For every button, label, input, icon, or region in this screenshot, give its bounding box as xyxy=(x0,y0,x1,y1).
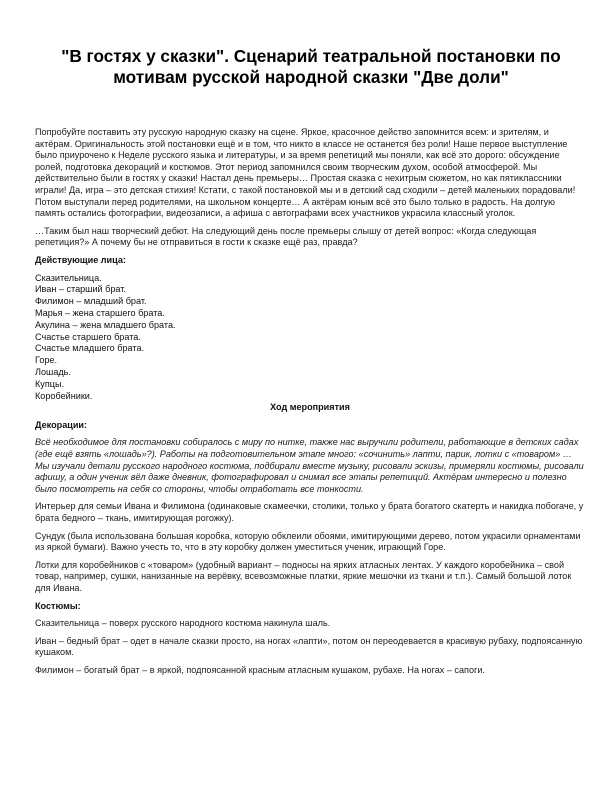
list-item: Коробейники. xyxy=(35,390,93,401)
list-item: Иван – старший брат. xyxy=(35,284,126,295)
decorations-note: Всё необходимое для постановки собиралось с миру по нитке, также нас выручили родители, работающие в детских садах (где ещё взять «лошадь»?). Работы на подготовительном этапе много: «сочинить» лапти, парик, лотки с «товаром» … Мы изучали детали русского народного костюма, подбирали вместе музыку, рисовали эскизы, примеряли костюмы, рисовали афишу, а один ученик вёл даже дневник, фотографировал и снимал все этапы репетиций. Актёрам интересно и полезно было посмотреть на себя со стороны, чтобы отработать все тонкости. xyxy=(35,437,584,494)
costume-paragraph: Сказительница – поверх русского народного костюма накинула шаль. xyxy=(35,618,331,629)
costume-paragraph: Филимон – богатый брат – в яркой, подпоясанной красным атласным кушаком, рубахе. На ногах – сапоги. xyxy=(35,664,485,675)
intro-paragraph: …Таким был наш творческий дебют. На следующий день после премьеры слышу от детей вопрос: «Когда следующая репетиция?» А почему бы не отправиться в гости к сказке ещё раз, правда? xyxy=(35,225,537,248)
intro-paragraph: Попробуйте поставить эту русскую народную сказку на сцене. Яркое, красочное действо запомнится всем: и зрителям, и актёрам. Оригинальность этой постановки ещё и в том, что никто в классе не останется без роли! Наше первое выступление было приурочено к Неделе русского языка и литературы, и за время репетиций мы поняли, как всё это дорого: обсуждение ролей, подготовка декораций и костюмов. Этот период запомнился своим творческим духом, особой атмосферой. Мы действительно были в гостях у сказки! Настал день премьеры… Простая сказка с нехитрым сюжетом, но как пятиклассники играли! Да, игра – это детская стихия! Кстати, с такой постановкой мы и в детский сад сходили – детей маленьких порадовали! Потом выступали перед родителями, на школьном концерте… А актёрам юным всё это было только в радость. На долгую память остались фотографии, видеозаписи, а афиша с автографами всех участников украсила классный уголок. xyxy=(35,127,576,219)
costumes-label: Костюмы: xyxy=(35,600,81,611)
section-heading: Ход мероприятия xyxy=(270,402,350,413)
list-item: Сказительница. xyxy=(35,272,102,283)
characters-list xyxy=(35,273,585,403)
costume-paragraph: Иван – бедный брат – одет в начале сказки просто, на ногах «лапти», потом он переодевается в красивую рубаху, подпоясанную кушаком. xyxy=(35,635,583,658)
document-body xyxy=(35,127,585,683)
list-item: Купцы. xyxy=(35,378,65,389)
list-item: Счастье младшего брата. xyxy=(35,343,145,354)
decoration-paragraph: Интерьер для семьи Ивана и Филимона (одинаковые скамеечки, столики, только у брата богатого скатерть и накидка побогаче, у брата бедного – ткань, имитирующая рогожку). xyxy=(35,501,584,524)
list-item: Акулина – жена младшего брата. xyxy=(35,319,176,330)
decoration-paragraph: Сундук (была использована большая коробка, которую обклеили обоями, имитирующими дерево, потом украсили орнаментами из яркой бумаги). Важно учесть то, что в эту коробку должен уместиться ученик, играющий Горе. xyxy=(35,530,581,553)
list-item: Филимон – младший брат. xyxy=(35,296,147,307)
list-item: Марья – жена старшего брата. xyxy=(35,307,165,318)
decorations-label: Декорации: xyxy=(35,419,88,430)
list-item: Лошадь. xyxy=(35,366,71,377)
list-item: Горе. xyxy=(35,355,58,366)
page-title: "В гостях у сказки". Сценарий театральной постановки по мотивам русской народной сказки "Две доли" xyxy=(61,46,561,87)
characters-label: Действующие лица: xyxy=(35,254,126,265)
decoration-paragraph: Лотки для коробейников с «товаром» (удобный вариант – подносы на ярких атласных лентах. У каждого коробейника – свой товар, например, сушки, нанизанные на верёвку, всевозможные платки, яркие мешочки из ткани и т.п.). Самый большой лоток для Ивана. xyxy=(35,559,572,594)
list-item: Счастье старшего брата. xyxy=(35,331,141,342)
